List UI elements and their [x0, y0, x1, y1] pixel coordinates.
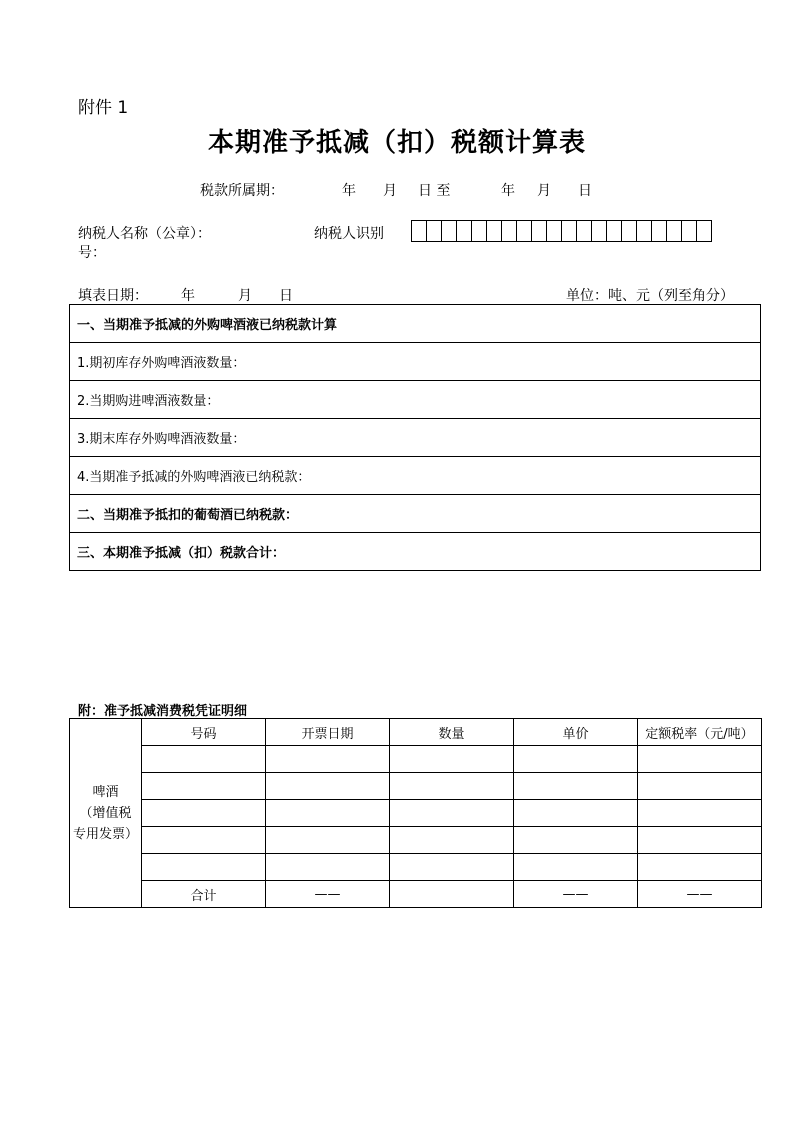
detail-input-cell[interactable]	[266, 800, 390, 827]
calculation-row	[70, 419, 761, 457]
detail-title: 附：准予抵减消费税凭证明细	[78, 704, 248, 719]
fill-date-month: 月	[238, 288, 252, 304]
category-line: 啤酒	[92, 784, 119, 800]
detail-input-cell[interactable]	[638, 773, 762, 800]
calculation-row	[70, 305, 761, 343]
taxpayer-id-boxes[interactable]	[411, 220, 711, 242]
detail-total-row	[70, 881, 762, 908]
taxpayer-id-box[interactable]	[411, 220, 427, 242]
calculation-row-text[interactable]: 一、当期准予抵减的外购啤酒液已纳税款计算	[70, 305, 761, 343]
calculation-table	[69, 304, 761, 571]
detail-input-cell[interactable]	[514, 854, 638, 881]
detail-input-cell[interactable]	[142, 746, 266, 773]
period-start-day: 日 至	[418, 183, 451, 199]
detail-input-cell[interactable]	[390, 746, 514, 773]
taxpayer-id-box[interactable]	[516, 220, 532, 242]
detail-input-cell[interactable]	[390, 800, 514, 827]
calculation-row	[70, 457, 761, 495]
detail-column-header: 单价	[514, 719, 638, 746]
fill-date-label: 填表日期：	[78, 288, 148, 304]
taxpayer-id-box[interactable]	[621, 220, 637, 242]
detail-input-cell[interactable]	[142, 773, 266, 800]
calculation-row-text[interactable]: 1.期初库存外购啤酒液数量：	[70, 343, 761, 381]
taxpayer-id-label-continued: 号：	[78, 245, 106, 261]
calculation-row	[70, 381, 761, 419]
taxpayer-id-box[interactable]	[591, 220, 607, 242]
fill-date-year: 年	[181, 288, 195, 304]
detail-column-header: 开票日期	[266, 719, 390, 746]
taxpayer-name-label: 纳税人名称（公章）：	[78, 226, 211, 242]
taxpayer-id-box[interactable]	[636, 220, 652, 242]
calculation-row-text[interactable]: 3.期末库存外购啤酒液数量：	[70, 419, 761, 457]
period-start-month: 月	[383, 183, 397, 199]
total-cell[interactable]: ——	[638, 881, 762, 908]
detail-input-cell[interactable]	[142, 854, 266, 881]
detail-column-header: 数量	[390, 719, 514, 746]
detail-input-cell[interactable]	[514, 827, 638, 854]
calculation-row	[70, 343, 761, 381]
voucher-detail-table	[69, 718, 762, 908]
calculation-row-text[interactable]: 二、当期准予抵扣的葡萄酒已纳税款：	[70, 495, 761, 533]
taxpayer-id-box[interactable]	[576, 220, 592, 242]
total-cell[interactable]: ——	[266, 881, 390, 908]
total-cell[interactable]	[390, 881, 514, 908]
total-label: 合计	[142, 881, 266, 908]
calculation-row-text[interactable]: 2.当期购进啤酒液数量：	[70, 381, 761, 419]
unit-label: 单位：吨、元（列至角分）	[566, 288, 734, 304]
taxpayer-id-box[interactable]	[486, 220, 502, 242]
detail-data-row	[70, 773, 762, 800]
period-start-year: 年	[342, 183, 356, 199]
taxpayer-id-box[interactable]	[456, 220, 472, 242]
detail-input-cell[interactable]	[142, 800, 266, 827]
detail-input-cell[interactable]	[514, 800, 638, 827]
page-title: 本期准予抵减（扣）税额计算表	[207, 128, 586, 158]
taxpayer-id-box[interactable]	[606, 220, 622, 242]
detail-input-cell[interactable]	[266, 746, 390, 773]
calculation-row-text[interactable]: 4.当期准予抵减的外购啤酒液已纳税款：	[70, 457, 761, 495]
detail-input-cell[interactable]	[390, 773, 514, 800]
tax-period-label: 税款所属期：	[200, 183, 284, 199]
category-cell	[70, 719, 142, 908]
detail-column-header: 定额税率（元/吨）	[638, 719, 762, 746]
calculation-row-text[interactable]: 三、本期准予抵减（扣）税款合计：	[70, 533, 761, 571]
detail-data-row	[70, 746, 762, 773]
calculation-row	[70, 533, 761, 571]
detail-input-cell[interactable]	[266, 827, 390, 854]
taxpayer-id-box[interactable]	[471, 220, 487, 242]
detail-input-cell[interactable]	[638, 827, 762, 854]
taxpayer-id-box[interactable]	[531, 220, 547, 242]
total-cell[interactable]: ——	[514, 881, 638, 908]
detail-input-cell[interactable]	[390, 854, 514, 881]
taxpayer-id-box[interactable]	[666, 220, 682, 242]
taxpayer-id-box[interactable]	[561, 220, 577, 242]
detail-input-cell[interactable]	[390, 827, 514, 854]
detail-header-row	[70, 719, 762, 746]
taxpayer-id-box[interactable]	[426, 220, 442, 242]
detail-input-cell[interactable]	[514, 746, 638, 773]
detail-input-cell[interactable]	[638, 854, 762, 881]
taxpayer-id-box[interactable]	[651, 220, 667, 242]
taxpayer-id-box[interactable]	[546, 220, 562, 242]
detail-data-row	[70, 800, 762, 827]
detail-column-header: 号码	[142, 719, 266, 746]
detail-input-cell[interactable]	[638, 800, 762, 827]
detail-input-cell[interactable]	[266, 773, 390, 800]
detail-input-cell[interactable]	[142, 827, 266, 854]
taxpayer-id-box[interactable]	[501, 220, 517, 242]
category-line: 专用发票）	[72, 826, 138, 842]
taxpayer-id-box[interactable]	[681, 220, 697, 242]
detail-input-cell[interactable]	[266, 854, 390, 881]
attachment-label: 附件 1	[78, 98, 129, 118]
detail-input-cell[interactable]	[514, 773, 638, 800]
taxpayer-id-box[interactable]	[441, 220, 457, 242]
taxpayer-id-box[interactable]	[696, 220, 712, 242]
detail-data-row	[70, 854, 762, 881]
period-end-month: 月	[537, 183, 551, 199]
period-end-year: 年	[501, 183, 515, 199]
calculation-row	[70, 495, 761, 533]
taxpayer-id-label: 纳税人识别	[314, 226, 384, 242]
period-end-day: 日	[578, 183, 592, 199]
fill-date-day: 日	[279, 288, 293, 304]
detail-input-cell[interactable]	[638, 746, 762, 773]
detail-data-row	[70, 827, 762, 854]
category-line: （增值税	[79, 805, 132, 821]
